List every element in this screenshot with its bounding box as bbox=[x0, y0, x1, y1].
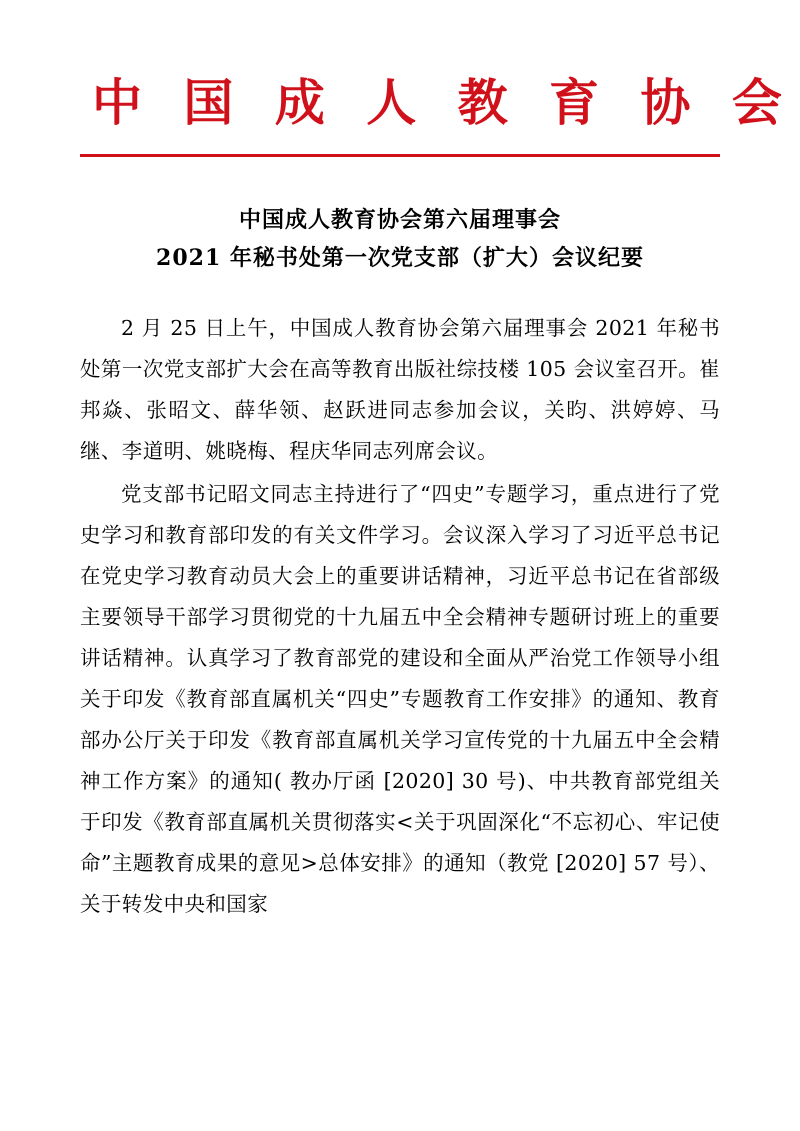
document-body bbox=[80, 308, 720, 925]
document-title-line-1: 中国成人教育协会第六届理事会 bbox=[238, 206, 561, 233]
body-paragraph: 党支部书记昭文同志主持进行了“四史”专题学习，重点进行了党史学习和教育部印发的有关文件学习。会议深入学习了习近平总书记在党史学习教育动员大会上的重要讲话精神，习近平总书记在省部级主要领导干部学习贯彻党的十九届五中全会精神专题研讨班上的重要讲话精神。认真学习了教育部党的建设和全面从严治党工作领导小组 关于印发《教育部直属机关“四史”专题教育工作安排》的通知、教育部办公厅关于印发《教育部直属机关学习宣传党的十九届五中全会精神工作方案》的通知( 教办厅函 [2020] 30 号)、中共教育部党组关于印发《教育部直属机关贯彻落实<关于巩固深化“不忘初心、牢记使命”主题教育成果的意见>总体安排》的通知（教党 [2020] 57 号）、关于转发中央和国家 bbox=[80, 481, 720, 916]
masthead-divider bbox=[80, 154, 720, 157]
organization-title: 中 国 成 人 教 育 协 会 bbox=[92, 73, 794, 132]
document-title bbox=[80, 201, 720, 278]
body-paragraph: 2 月 25 日上午，中国成人教育协会第六届理事会 2021 年秘书处第一次党支部扩大会在高等教育出版社综技楼 105 会议室召开。崔邦焱、张昭文、薛华领、赵跃进同志参加会议，关昀、洪婷婷、马继、李道明、姚晓梅、程庆华同志列席会议。 bbox=[80, 315, 720, 463]
document-title-line-2: 2021 年秘书处第一次党支部（扩大）会议纪要 bbox=[156, 245, 644, 271]
masthead bbox=[80, 0, 794, 157]
